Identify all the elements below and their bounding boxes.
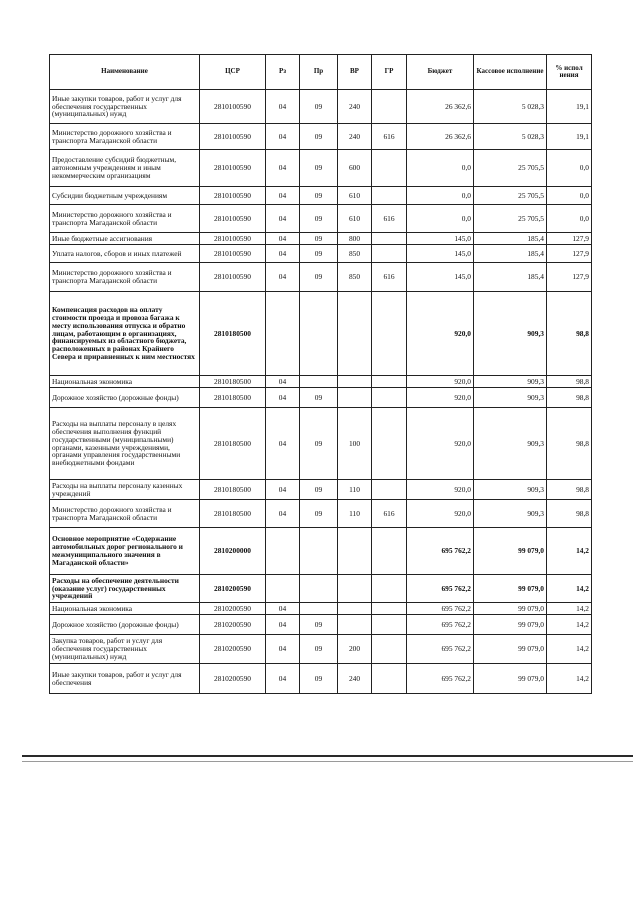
row-vr-cell: 240 (338, 124, 372, 150)
row-gr-cell (372, 376, 407, 388)
header-cash: Кассовое исполнение (474, 55, 547, 90)
row-gr-cell (372, 90, 407, 124)
row-pr-cell: 09 (300, 233, 338, 245)
row-gr-cell (372, 408, 407, 480)
row-budget-cell: 695 762,2 (407, 528, 474, 575)
row-name-cell: Иные закупки товаров, работ и услуг для обеспечения государственных (муниципальных) нужд (50, 90, 200, 124)
row-name-cell: Министерство дорожного хозяйства и транспорта Магаданской области (50, 205, 200, 233)
row-csr-cell: 2810180500 (200, 480, 266, 500)
row-gr-cell (372, 150, 407, 187)
row-pct-cell: 14,2 (547, 664, 592, 694)
row-budget-cell: 0,0 (407, 205, 474, 233)
page-bottom-rule-shadow (22, 761, 633, 762)
table-row (50, 205, 592, 233)
row-cash-cell: 909,3 (474, 500, 547, 528)
table-row (50, 187, 592, 205)
row-rz-cell (266, 292, 300, 376)
row-pr-cell (300, 292, 338, 376)
row-pct-cell: 98,8 (547, 292, 592, 376)
row-vr-cell: 600 (338, 150, 372, 187)
row-cash-cell: 99 079,0 (474, 603, 547, 615)
row-csr-cell: 2810180500 (200, 376, 266, 388)
row-csr-cell: 2810100590 (200, 263, 266, 292)
row-vr-cell: 110 (338, 480, 372, 500)
row-rz-cell: 04 (266, 408, 300, 480)
row-rz-cell: 04 (266, 480, 300, 500)
row-vr-cell (338, 528, 372, 575)
row-budget-cell: 695 762,2 (407, 603, 474, 615)
row-csr-cell: 2810200590 (200, 603, 266, 615)
row-pr-cell: 09 (300, 245, 338, 263)
row-gr-cell: 616 (372, 263, 407, 292)
row-vr-cell (338, 603, 372, 615)
row-csr-cell: 2810100590 (200, 245, 266, 263)
row-budget-cell: 920,0 (407, 388, 474, 408)
row-gr-cell (372, 635, 407, 664)
budget-execution-table (49, 54, 592, 694)
row-pct-cell: 14,2 (547, 635, 592, 664)
row-gr-cell (372, 575, 407, 603)
row-pct-cell: 0,0 (547, 150, 592, 187)
row-cash-cell: 25 705,5 (474, 187, 547, 205)
row-gr-cell (372, 480, 407, 500)
row-vr-cell: 800 (338, 233, 372, 245)
row-csr-cell: 2810180500 (200, 292, 266, 376)
table-row (50, 263, 592, 292)
row-budget-cell: 26 362,6 (407, 90, 474, 124)
row-pr-cell (300, 376, 338, 388)
row-pr-cell (300, 528, 338, 575)
row-pr-cell (300, 603, 338, 615)
row-rz-cell: 04 (266, 388, 300, 408)
row-rz-cell: 04 (266, 150, 300, 187)
row-pct-cell: 98,8 (547, 500, 592, 528)
row-budget-cell: 920,0 (407, 376, 474, 388)
row-pct-cell: 14,2 (547, 615, 592, 635)
row-budget-cell: 920,0 (407, 292, 474, 376)
row-pct-cell: 98,8 (547, 408, 592, 480)
table-row (50, 292, 592, 376)
row-budget-cell: 26 362,6 (407, 124, 474, 150)
row-cash-cell: 99 079,0 (474, 528, 547, 575)
row-pct-cell: 14,2 (547, 528, 592, 575)
table-row (50, 90, 592, 124)
row-pr-cell: 09 (300, 263, 338, 292)
row-pct-cell: 0,0 (547, 187, 592, 205)
header-pct: % испол нения (547, 55, 592, 90)
table-row (50, 575, 592, 603)
row-gr-cell (372, 603, 407, 615)
table-row (50, 124, 592, 150)
row-name-cell: Предоставление субсидий бюджетным, автономным учреждениям и иным некоммерческим организациям (50, 150, 200, 187)
row-csr-cell: 2810200000 (200, 528, 266, 575)
row-vr-cell: 100 (338, 408, 372, 480)
header-pr: Пр (300, 55, 338, 90)
row-pr-cell: 09 (300, 635, 338, 664)
row-rz-cell: 04 (266, 124, 300, 150)
row-cash-cell: 99 079,0 (474, 664, 547, 694)
row-name-cell: Расходы на выплаты персоналу в целях обеспечения выполнения функций государственными (муниципальными) органами, казенными учреждениями, органами управления государственными внебюджетными фондами (50, 408, 200, 480)
row-gr-cell: 616 (372, 124, 407, 150)
row-pct-cell: 98,8 (547, 388, 592, 408)
row-name-cell: Уплата налогов, сборов и иных платежей (50, 245, 200, 263)
row-cash-cell: 909,3 (474, 376, 547, 388)
row-rz-cell: 04 (266, 376, 300, 388)
row-vr-cell: 850 (338, 263, 372, 292)
table-row (50, 480, 592, 500)
row-pr-cell: 09 (300, 124, 338, 150)
row-name-cell: Компенсация расходов на оплату стоимости проезда и провоза багажа к месту использования отпуска и обратно лицам, работающим в организациях, финансируемых из областного бюджета, расположенных в районах Крайнего Севера и приравненных к ним местностях (50, 292, 200, 376)
row-csr-cell: 2810200590 (200, 615, 266, 635)
row-name-cell: Иные закупки товаров, работ и услуг для обеспечения (50, 664, 200, 694)
row-csr-cell: 2810200590 (200, 575, 266, 603)
row-budget-cell: 695 762,2 (407, 635, 474, 664)
header-gr: ГР (372, 55, 407, 90)
row-budget-cell: 145,0 (407, 245, 474, 263)
row-vr-cell (338, 575, 372, 603)
row-name-cell: Расходы на обеспечение деятельности (оказание услуг) государственных учреждений (50, 575, 200, 603)
row-budget-cell: 920,0 (407, 408, 474, 480)
row-pct-cell: 14,2 (547, 575, 592, 603)
row-csr-cell: 2810100590 (200, 90, 266, 124)
row-gr-cell (372, 292, 407, 376)
row-budget-cell: 920,0 (407, 500, 474, 528)
row-cash-cell: 99 079,0 (474, 635, 547, 664)
row-rz-cell: 04 (266, 603, 300, 615)
page-bottom-rule (22, 755, 633, 757)
row-pr-cell (300, 575, 338, 603)
row-cash-cell: 909,3 (474, 480, 547, 500)
row-csr-cell: 2810100590 (200, 124, 266, 150)
header-budget: Бюджет (407, 55, 474, 90)
row-rz-cell: 04 (266, 615, 300, 635)
row-rz-cell (266, 528, 300, 575)
row-vr-cell: 610 (338, 187, 372, 205)
row-budget-cell: 695 762,2 (407, 664, 474, 694)
row-pr-cell: 09 (300, 615, 338, 635)
row-gr-cell (372, 388, 407, 408)
row-pct-cell: 127,9 (547, 233, 592, 245)
row-vr-cell (338, 292, 372, 376)
row-pct-cell: 127,9 (547, 263, 592, 292)
row-pct-cell: 98,8 (547, 376, 592, 388)
table-row (50, 233, 592, 245)
row-pr-cell: 09 (300, 90, 338, 124)
row-rz-cell (266, 575, 300, 603)
header-vr: ВР (338, 55, 372, 90)
row-csr-cell: 2810180500 (200, 408, 266, 480)
row-gr-cell (372, 664, 407, 694)
header-rz: Рз (266, 55, 300, 90)
row-pr-cell: 09 (300, 408, 338, 480)
table-row (50, 376, 592, 388)
row-vr-cell: 200 (338, 635, 372, 664)
row-budget-cell: 695 762,2 (407, 575, 474, 603)
row-rz-cell: 04 (266, 635, 300, 664)
row-name-cell: Министерство дорожного хозяйства и транспорта Магаданской области (50, 500, 200, 528)
row-rz-cell: 04 (266, 664, 300, 694)
row-pr-cell: 09 (300, 500, 338, 528)
row-cash-cell: 25 705,5 (474, 205, 547, 233)
row-pr-cell: 09 (300, 480, 338, 500)
table-row (50, 615, 592, 635)
row-csr-cell: 2810200590 (200, 635, 266, 664)
table-row (50, 528, 592, 575)
row-rz-cell: 04 (266, 90, 300, 124)
row-rz-cell: 04 (266, 500, 300, 528)
table-row (50, 150, 592, 187)
row-cash-cell: 99 079,0 (474, 575, 547, 603)
row-cash-cell: 185,4 (474, 233, 547, 245)
row-rz-cell: 04 (266, 233, 300, 245)
row-budget-cell: 145,0 (407, 233, 474, 245)
row-name-cell: Основное мероприятие «Содержание автомобильных дорог регионального и межмуниципального значения в Магаданской области» (50, 528, 200, 575)
row-budget-cell: 920,0 (407, 480, 474, 500)
row-csr-cell: 2810100590 (200, 205, 266, 233)
row-cash-cell: 909,3 (474, 292, 547, 376)
row-name-cell: Дорожное хозяйство (дорожные фонды) (50, 388, 200, 408)
row-vr-cell (338, 615, 372, 635)
row-pct-cell: 19,1 (547, 124, 592, 150)
row-gr-cell (372, 615, 407, 635)
row-gr-cell (372, 233, 407, 245)
row-rz-cell: 04 (266, 187, 300, 205)
header-name: Наименование (50, 55, 200, 90)
row-gr-cell (372, 187, 407, 205)
table-row (50, 408, 592, 480)
row-name-cell: Дорожное хозяйство (дорожные фонды) (50, 615, 200, 635)
row-budget-cell: 695 762,2 (407, 615, 474, 635)
row-gr-cell (372, 245, 407, 263)
row-cash-cell: 25 705,5 (474, 150, 547, 187)
table-row (50, 388, 592, 408)
row-csr-cell: 2810100590 (200, 233, 266, 245)
row-vr-cell: 610 (338, 205, 372, 233)
row-cash-cell: 185,4 (474, 263, 547, 292)
row-budget-cell: 0,0 (407, 187, 474, 205)
row-pct-cell: 0,0 (547, 205, 592, 233)
row-cash-cell: 5 028,3 (474, 124, 547, 150)
table-row (50, 500, 592, 528)
row-gr-cell (372, 528, 407, 575)
row-pct-cell: 127,9 (547, 245, 592, 263)
row-pct-cell: 14,2 (547, 603, 592, 615)
table-row (50, 664, 592, 694)
row-name-cell: Министерство дорожного хозяйства и транспорта Магаданской области (50, 124, 200, 150)
row-pr-cell: 09 (300, 664, 338, 694)
row-budget-cell: 145,0 (407, 263, 474, 292)
row-csr-cell: 2810200590 (200, 664, 266, 694)
table-body (50, 90, 592, 694)
table-row (50, 635, 592, 664)
row-name-cell: Иные бюджетные ассигнования (50, 233, 200, 245)
row-vr-cell: 240 (338, 664, 372, 694)
row-cash-cell: 185,4 (474, 245, 547, 263)
row-vr-cell (338, 376, 372, 388)
row-vr-cell (338, 388, 372, 408)
row-csr-cell: 2810100590 (200, 187, 266, 205)
row-name-cell: Национальная экономика (50, 376, 200, 388)
table-row (50, 245, 592, 263)
row-name-cell: Национальная экономика (50, 603, 200, 615)
row-cash-cell: 5 028,3 (474, 90, 547, 124)
row-pr-cell: 09 (300, 150, 338, 187)
row-rz-cell: 04 (266, 205, 300, 233)
row-csr-cell: 2810180500 (200, 500, 266, 528)
row-cash-cell: 909,3 (474, 408, 547, 480)
row-pr-cell: 09 (300, 388, 338, 408)
row-cash-cell: 909,3 (474, 388, 547, 408)
row-pct-cell: 98,8 (547, 480, 592, 500)
row-vr-cell: 110 (338, 500, 372, 528)
row-pct-cell: 19,1 (547, 90, 592, 124)
row-name-cell: Закупка товаров, работ и услуг для обеспечения государственных (муниципальных) нужд (50, 635, 200, 664)
row-rz-cell: 04 (266, 245, 300, 263)
row-rz-cell: 04 (266, 263, 300, 292)
row-name-cell: Субсидии бюджетным учреждениям (50, 187, 200, 205)
row-pr-cell: 09 (300, 205, 338, 233)
row-gr-cell: 616 (372, 500, 407, 528)
table-row (50, 603, 592, 615)
header-csr: ЦСР (200, 55, 266, 90)
row-name-cell: Расходы на выплаты персоналу казенных учреждений (50, 480, 200, 500)
row-cash-cell: 99 079,0 (474, 615, 547, 635)
row-vr-cell: 850 (338, 245, 372, 263)
row-name-cell: Министерство дорожного хозяйства и транспорта Магаданской области (50, 263, 200, 292)
row-pr-cell: 09 (300, 187, 338, 205)
row-budget-cell: 0,0 (407, 150, 474, 187)
row-gr-cell: 616 (372, 205, 407, 233)
row-vr-cell: 240 (338, 90, 372, 124)
row-csr-cell: 2810100590 (200, 150, 266, 187)
row-csr-cell: 2810180500 (200, 388, 266, 408)
table-header-row (50, 55, 592, 90)
